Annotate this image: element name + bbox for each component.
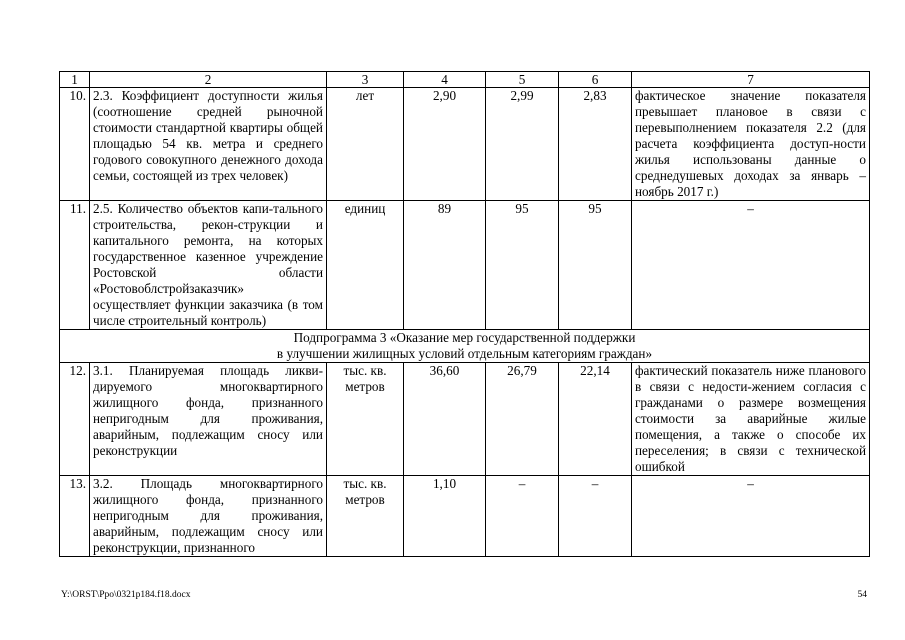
column-number: 3	[327, 72, 404, 88]
value-cell: –	[559, 476, 632, 557]
indicator-name: 2.5. Количество объектов капи-тального строительства, рекон-струкции и капитального ремонта, на которых государственное казенное учреждение Ростовской области «Ростовоблстройзаказчик» осуществляет функции заказчика (в том числе строительный контроль)	[90, 201, 327, 330]
column-number: 2	[90, 72, 327, 88]
file-path-footer: Y:\ORST\Ppo\0321p184.f18.docx	[61, 590, 191, 600]
value-cell: 26,79	[486, 363, 559, 476]
row-number: 13.	[60, 476, 90, 557]
unit-cell: тыс. кв. метров	[327, 363, 404, 476]
value-cell: 2,83	[559, 88, 632, 201]
column-number-row	[60, 72, 870, 88]
row-number: 12.	[60, 363, 90, 476]
note-cell: –	[632, 201, 870, 330]
value-cell: 2,99	[486, 88, 559, 201]
value-cell: 1,10	[404, 476, 486, 557]
indicators-table	[59, 71, 870, 557]
value-cell: 36,60	[404, 363, 486, 476]
note-cell: фактическое значение показателя превышает плановое в связи с перевыполнением показателя 2.2 (для расчета коэффициента доступ-ности жилья использованы данные о среднедушевых доходах за январь – ноябрь 2017 г.)	[632, 88, 870, 201]
section-heading-line: Подпрограмма 3 «Оказание мер государственной поддержки	[293, 330, 636, 345]
value-cell: 95	[559, 201, 632, 330]
column-number: 1	[60, 72, 90, 88]
section-heading	[60, 330, 870, 363]
value-cell: –	[486, 476, 559, 557]
unit-cell: лет	[327, 88, 404, 201]
row-number: 11.	[60, 201, 90, 330]
indicator-name: 3.1. Планируемая площадь ликви-дируемого многоквартирного жилищного фонда, признанного непригодным для проживания, аварийным, подлежащим сносу или реконструкции	[90, 363, 327, 476]
column-number: 6	[559, 72, 632, 88]
row-number: 10.	[60, 88, 90, 201]
note-cell: фактический показатель ниже планового в связи с недости-жением согласия с гражданами о размере возмещения стоимости за аварийные жилые помещения, а также о способе их переселения; в связи с технической ошибкой	[632, 363, 870, 476]
column-number: 5	[486, 72, 559, 88]
indicator-name: 3.2. Площадь многоквартирного жилищного фонда, признанного непригодным для проживания, аварийным, подлежащим сносу или реконструкции, признанного	[90, 476, 327, 557]
section-heading-line: в улучшении жилищных условий отдельным категориям граждан»	[276, 346, 653, 361]
table-row	[60, 363, 870, 476]
unit-cell: единиц	[327, 201, 404, 330]
table-row	[60, 476, 870, 557]
table-row	[60, 201, 870, 330]
column-number: 4	[404, 72, 486, 88]
column-number: 7	[632, 72, 870, 88]
section-row	[60, 330, 870, 363]
table-row	[60, 88, 870, 201]
value-cell: 89	[404, 201, 486, 330]
page-number: 54	[857, 590, 867, 600]
indicator-name: 2.3. Коэффициент доступности жилья (соотношение средней рыночной стоимости стандартной квартиры общей площадью 54 кв. метра и среднего годового совокупного денежного дохода семьи, состоящей из трех человек)	[90, 88, 327, 201]
note-cell: –	[632, 476, 870, 557]
value-cell: 22,14	[559, 363, 632, 476]
value-cell: 2,90	[404, 88, 486, 201]
value-cell: 95	[486, 201, 559, 330]
unit-cell: тыс. кв. метров	[327, 476, 404, 557]
